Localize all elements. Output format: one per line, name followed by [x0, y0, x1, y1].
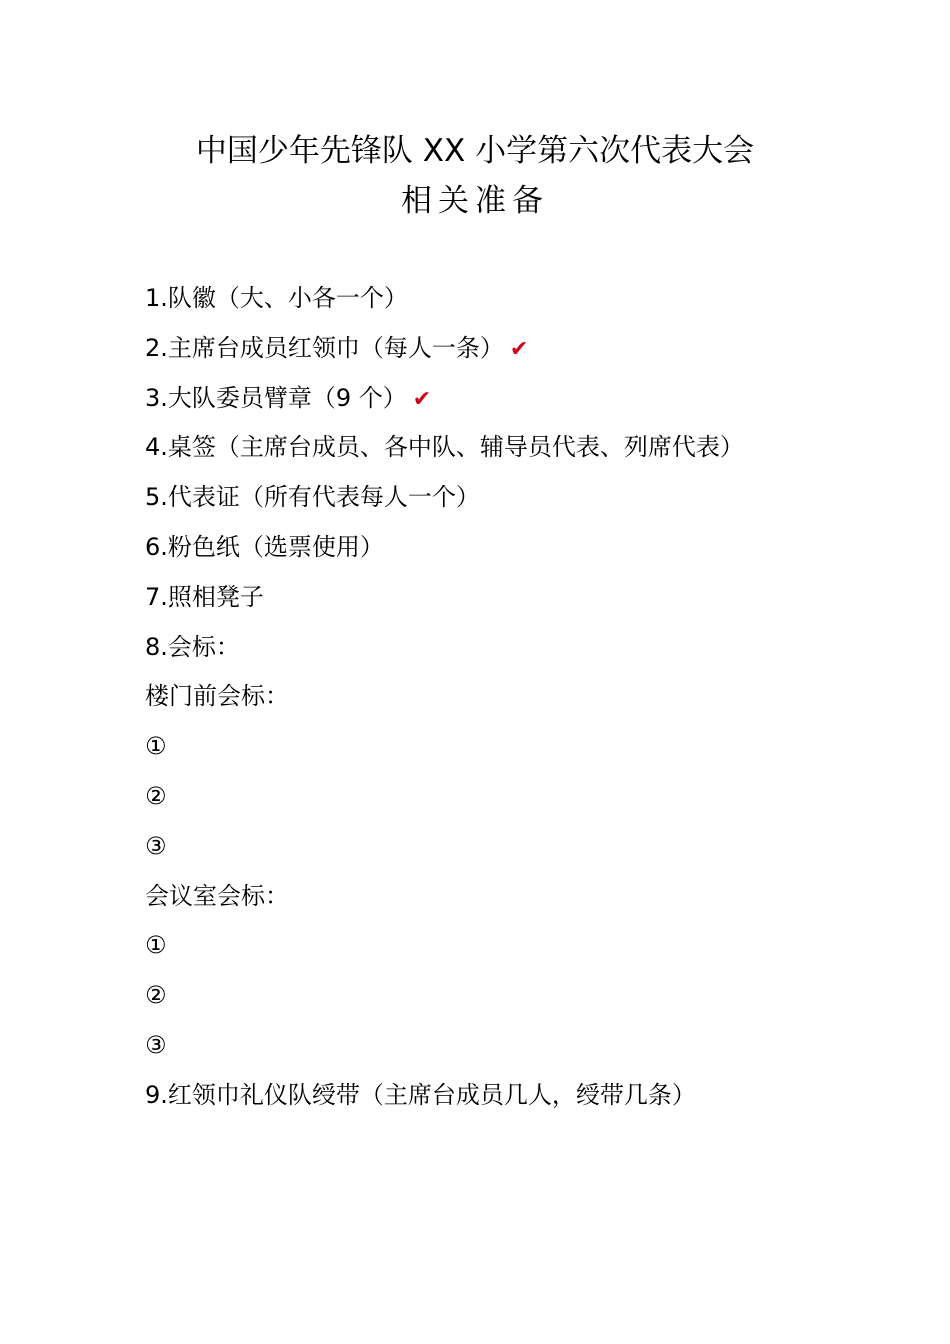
list-item — [145, 872, 925, 922]
item-text: 楼门前会标： — [145, 682, 289, 711]
list-item — [145, 722, 925, 772]
list-item — [145, 623, 925, 673]
item-text: 6.粉色纸（选票使用） — [145, 532, 384, 561]
list-item — [145, 1021, 925, 1071]
list-item — [145, 772, 925, 822]
list-item — [145, 672, 925, 722]
item-text: 8.会标： — [145, 632, 240, 661]
item-text: 3.大队委员臂章（9 个） — [145, 383, 407, 412]
item-text: ③ — [145, 831, 167, 860]
list-item — [145, 822, 925, 872]
check-mark-icon: ✔ — [509, 336, 529, 362]
item-text: ③ — [145, 1030, 167, 1059]
list-item — [145, 473, 925, 523]
item-text: ② — [145, 981, 167, 1010]
item-text: 5.代表证（所有代表每人一个） — [145, 483, 480, 512]
list-item — [145, 274, 925, 324]
item-text: 7.照相凳子 — [145, 582, 264, 611]
title-line-1: 中国少年先锋队 XX 小学第六次代表大会 — [195, 133, 755, 169]
item-text: ② — [145, 781, 167, 810]
check-mark-icon: ✔ — [412, 386, 432, 412]
list-item — [145, 1071, 925, 1121]
item-text: 会议室会标： — [145, 881, 289, 910]
list-item — [145, 921, 925, 971]
item-text: 1.队徽（大、小各一个） — [145, 284, 408, 312]
document-title — [0, 126, 950, 226]
item-text: ① — [145, 931, 167, 960]
item-text: 9.红领巾礼仪队绶带（主席台成员几人，绶带几条） — [145, 1080, 696, 1109]
list-item — [145, 324, 925, 374]
list-item — [145, 573, 925, 623]
title-line-2: 相关准备 — [401, 183, 549, 219]
item-text: 2.主席台成员红领巾（每人一条） — [145, 333, 504, 362]
list-item — [145, 374, 925, 424]
list-item — [145, 971, 925, 1021]
list-item — [145, 423, 925, 473]
list-item — [145, 523, 925, 573]
item-text: 4.桌签（主席台成员、各中队、辅导员代表、列席代表） — [145, 433, 744, 462]
item-text: ① — [145, 732, 167, 761]
preparation-list — [145, 274, 925, 1121]
